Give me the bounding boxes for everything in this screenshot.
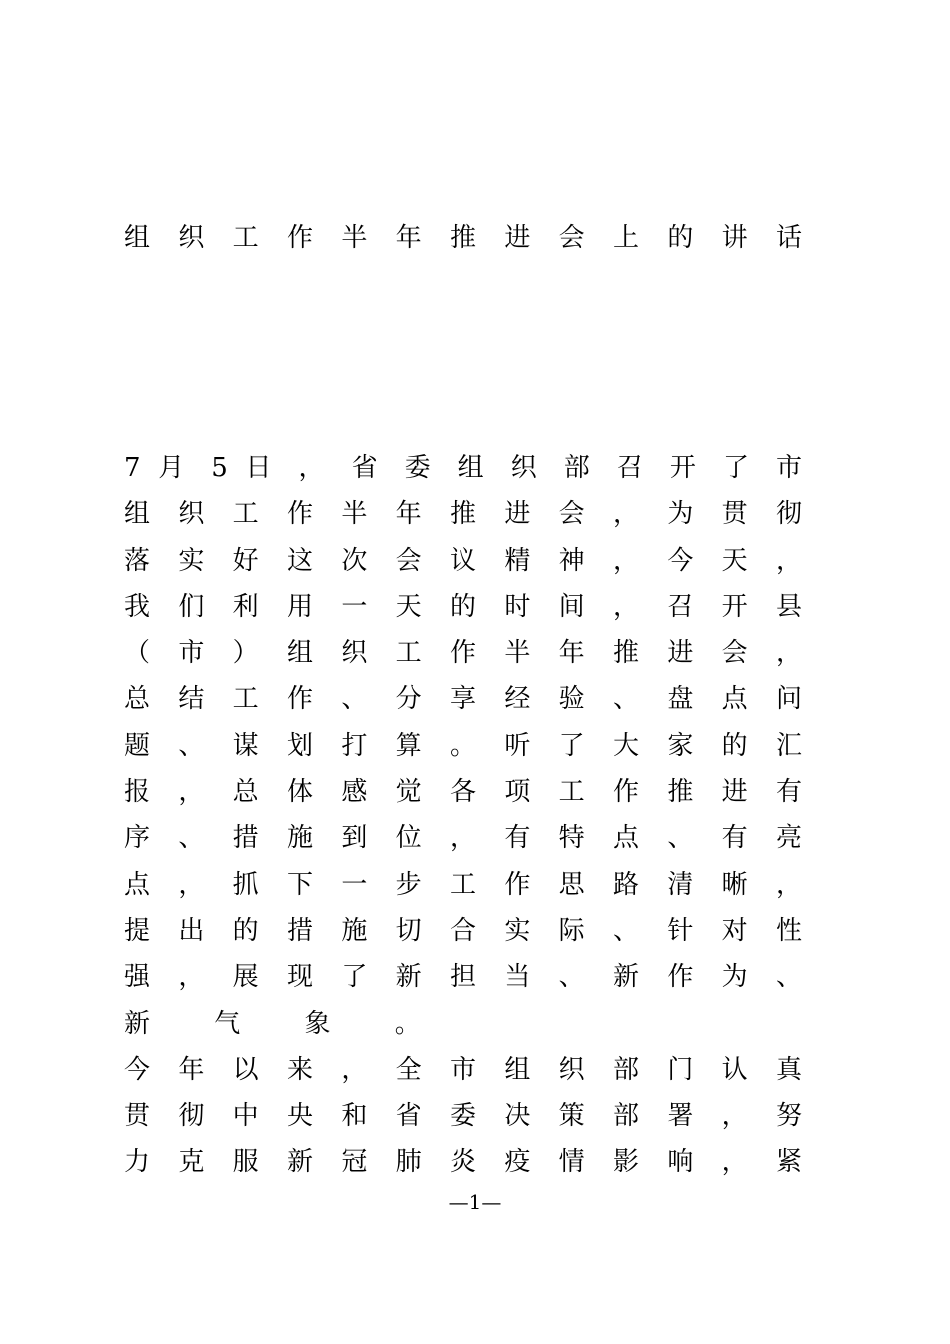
body-line: 点 ， 抓 下 一 步 工 作 思 路 清 晰 ， [124, 869, 802, 900]
body-line: 贯 彻 中 央 和 省 委 决 策 部 署 ， 努 [124, 1101, 802, 1132]
body-line: 题 、 谋 划 打 算 。 听 了 大 家 的 汇 [124, 730, 802, 761]
body-line: 力 克 服 新 冠 肺 炎 疫 情 影 响 ， 紧 [124, 1147, 802, 1178]
body-line: 新 气 象 。 [124, 1008, 449, 1039]
body-line: （ 市 ） 组 织 工 作 半 年 推 进 会 ， [124, 638, 802, 669]
body-line: 序 、 措 施 到 位 ， 有 特 点 、 有 亮 [124, 823, 802, 854]
body-line: 强 ， 展 现 了 新 担 当 、 新 作 为 、 [124, 962, 802, 993]
body-line: 组 织 工 作 半 年 推 进 会 ， 为 贯 彻 [124, 499, 802, 530]
page-number: —1— [448, 1190, 502, 1214]
body-line: 我 们 利 用 一 天 的 时 间 ， 召 开 县 [124, 591, 802, 622]
body-line: 今 年 以 来 ， 全 市 组 织 部 门 认 真 [124, 1054, 802, 1085]
body-line: 落 实 好 这 次 会 议 精 神 ， 今 天 ， [124, 545, 802, 576]
body-line: 7 月 5 日 ， 省 委 组 织 部 召 开 了 市 [124, 453, 802, 483]
document-body [124, 445, 802, 1186]
body-line: 总 结 工 作 、 分 享 经 验 、 盘 点 问 [124, 684, 802, 715]
body-line: 提 出 的 措 施 切 合 实 际 、 针 对 性 [124, 915, 802, 946]
document-title: 组 织 工 作 半 年 推 进 会 上 的 讲 话 [124, 223, 802, 253]
body-line: 报 ， 总 体 感 觉 各 项 工 作 推 进 有 [124, 777, 802, 808]
